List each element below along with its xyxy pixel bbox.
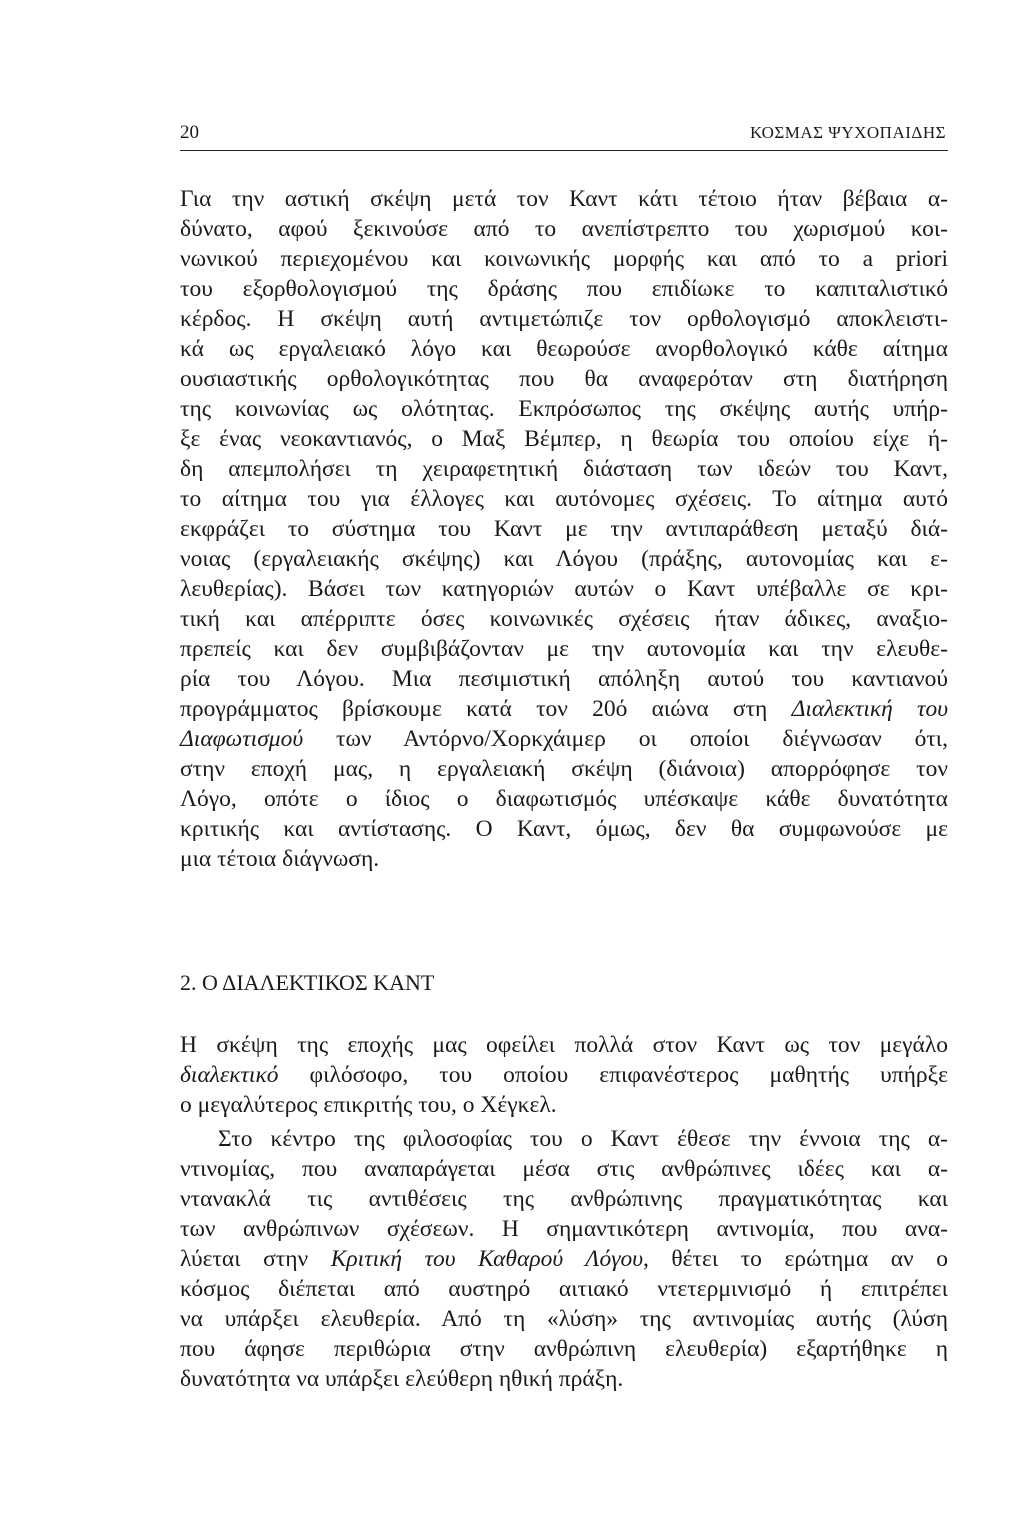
text-span: , θέτει το ερώτημα αν ο xyxy=(643,1246,948,1272)
text-line: ο μεγαλύτερος επικριτής του, ο Χέγκελ. xyxy=(180,1092,557,1118)
running-head: ΚΟΣΜΑΣ ΨΥΧΟΠΑΙΔΗΣ xyxy=(749,123,946,142)
text-span: φιλόσοφο, του οποίου επιφανέστερος μαθητής υπήρξε xyxy=(278,1062,948,1088)
italic-word: διαλεκτικό xyxy=(180,1062,279,1088)
text-line: ρία του Λόγου. Μια πεσιμιστική απόληξη αυτού του καντιανού xyxy=(180,666,948,692)
text-line: λευθερίας). Βάσει των κατηγοριών αυτών ο Καντ υπέβαλλε σε κρι- xyxy=(180,576,948,602)
text-line xyxy=(180,1060,948,1090)
text-line: το αίτημα του για έλλογες και αυτόνομες σχέσεις. Το αίτημα αυτό xyxy=(180,486,948,512)
text-span: των Αντόρνο/Χορκχάιμερ οι οποίοι διέγνωσαν ότι, xyxy=(303,726,948,752)
text-line: που άφησε περιθώρια στην ανθρώπινη ελευθερία) εξαρτήθηκε η xyxy=(180,1336,948,1362)
text-line: τική και απέρριπτε όσες κοινωνικές σχέσεις ήταν άδικες, αναξιο- xyxy=(180,606,948,632)
text-line: ντανακλά τις αντιθέσεις της ανθρώπινης πραγματικότητας και xyxy=(180,1186,948,1212)
text-line: Λόγο, οπότε ο ίδιος ο διαφωτισμός υπέσκαψε κάθε δυνατότητα xyxy=(180,786,948,812)
text-line: να υπάρξει ελευθερία. Από τη «λύση» της αντινομίας αυτής (λύση xyxy=(180,1306,948,1332)
text-line: δύνατο, αφού ξεκινούσε από το ανεπίστρεπτο του χωρισμού κοι- xyxy=(180,216,948,242)
text-line: ξε ένας νεοκαντιανός, ο Μαξ Βέμπερ, η θεωρία του οποίου είχε ή- xyxy=(180,426,948,452)
text-line: κόσμος διέπεται από αυστηρό αιτιακό ντετερμινισμό ή επιτρέπει xyxy=(180,1276,948,1302)
text-line: Η σκέψη της εποχής μας οφείλει πολλά στον Καντ ως τον μεγάλο xyxy=(180,1032,948,1058)
text-line: πρεπείς και δεν συμβιβάζονταν με την αυτονομία και την ελευθε- xyxy=(180,636,948,662)
text-line xyxy=(180,1244,948,1274)
page-header xyxy=(180,116,948,151)
text-line: δυνατότητα να υπάρξει ελεύθερη ηθική πράξη. xyxy=(180,1366,624,1392)
text-span: προγράμματος βρίσκουμε κατά τον 20ό αιώνα στη xyxy=(180,696,792,722)
text-line: κέρδος. Η σκέψη αυτή αντιμετώπιζε τον ορθολογισμό αποκλειστι- xyxy=(180,306,948,332)
text-line: ουσιαστικής ορθολογικότητας που θα αναφερόταν στη διατήρηση xyxy=(180,366,948,392)
text-span: λύεται στην xyxy=(180,1246,331,1272)
text-line: κριτικής και αντίστασης. Ο Καντ, όμως, δεν θα συμφωνούσε με xyxy=(180,816,948,842)
text-line: νοιας (εργαλειακής σκέψης) και Λόγου (πράξης, αυτονομίας και ε- xyxy=(180,546,948,572)
text-line: στην εποχή μας, η εργαλειακή σκέψη (διάνοια) απορρόφησε τον xyxy=(180,756,948,782)
text-line: μια τέτοια διάγνωση. xyxy=(180,846,380,872)
italic-title: Διαφωτισμού xyxy=(180,726,304,752)
section-heading: 2. Ο ΔΙΑΛΕΚΤΙΚΟΣ ΚΑΝΤ xyxy=(180,970,435,995)
text-line: των ανθρώπινων σχέσεων. Η σημαντικότερη αντινομία, που ανα- xyxy=(180,1216,948,1242)
page-number: 20 xyxy=(180,122,199,143)
text-line: εκφράζει το σύστημα του Καντ με την αντιπαράθεση μεταξύ διά- xyxy=(180,516,948,542)
text-line: του εξορθολογισμού της δράσης που επιδίωκε το καπιταλιστικό xyxy=(180,276,948,302)
text-line xyxy=(180,694,948,724)
text-line: κά ως εργαλειακό λόγο και θεωρούσε ανορθολογικό κάθε αίτημα xyxy=(180,336,948,362)
italic-title: Κριτική του Καθαρού Λόγου xyxy=(330,1246,643,1272)
italic-title: Διαλεκτική του xyxy=(791,696,949,722)
text-line: Για την αστική σκέψη μετά τον Καντ κάτι τέτοιο ήταν βέβαια α- xyxy=(180,186,948,212)
text-line: δη απεμπολήσει τη χειραφετητική διάσταση των ιδεών του Καντ, xyxy=(180,456,948,482)
text-line: νωνικού περιεχομένου και κοινωνικής μορφής και από το a priori xyxy=(180,246,948,272)
text-line: της κοινωνίας ως ολότητας. Εκπρόσωπος της σκέψης αυτής υπήρ- xyxy=(180,396,948,422)
text-line: ντινομίας, που αναπαράγεται μέσα στις ανθρώπινες ιδέες και α- xyxy=(180,1156,948,1182)
text-line: Στο κέντρο της φιλοσοφίας του ο Καντ έθεσε την έννοια της α- xyxy=(218,1126,948,1152)
text-line xyxy=(180,724,948,754)
